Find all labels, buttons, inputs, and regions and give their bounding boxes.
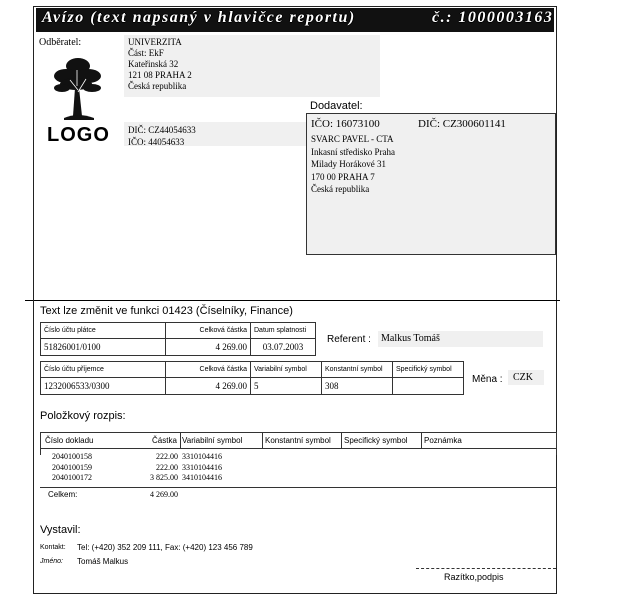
tree-logo-icon [52,52,104,122]
payee-amount: 4 269.00 [166,378,251,395]
item-variable-symbol: 3410104416 [182,473,222,482]
payer-table [40,322,316,356]
supplier-line: SVARC PAVEL - CTA [311,134,394,144]
currency-value: CZK [513,372,533,383]
col-sep [180,432,181,449]
referent-value: Malkus Tomáš [381,333,440,344]
fold-mark-left [25,300,33,301]
referent-label: Referent : [327,334,371,345]
name-value: Tomáš Malkus [77,557,129,566]
payee-header-specific: Specifický symbol [393,362,464,378]
report-header [36,8,554,32]
items-header-specific: Specifický symbol [344,436,408,445]
report-title: Avízo (text napsaný v hlavičce reportu) [42,9,356,26]
customer-ids [128,124,196,148]
items-header-amount: Částka [152,436,177,445]
payer-header-due: Datum splatnosti [251,323,316,339]
item-amount: 3 825.00 [150,473,178,482]
stamp-label: Razítko,podpis [444,572,504,582]
contact-label: Kontakt: [40,544,66,551]
items-header-variable: Variabilní symbol [182,436,243,445]
issued-label: Vystavil: [40,524,81,536]
items-title: Položkový rozpis: [40,410,126,422]
item-amount: 222.00 [156,462,178,472]
payer-account: 51826001/0100 [41,339,166,356]
items-rows-doc [52,452,92,484]
payee-account: 1232006533/0300 [41,378,166,395]
name-label: Jméno: [40,558,63,565]
payee-constant-symbol: 308 [322,378,393,395]
customer-line: Česká republika [128,81,187,91]
info-note: Text lze změnit ve funkci 01423 (Číselníky, Finance) [40,305,293,317]
customer-line: Část: EkF [128,48,164,58]
customer-address [128,37,192,92]
items-total-divider [40,487,557,488]
item-variable-symbol: 3310104416 [182,462,222,472]
payee-header-account: Číslo účtu příjemce [41,362,166,378]
items-header-constant: Konstantní symbol [265,436,331,445]
customer-ico: IČO: 44054633 [128,137,185,147]
customer-line: Kateřinská 32 [128,59,179,69]
supplier-ico: IČO: 16073100 [311,118,380,130]
item-doc-number: 2040100172 [52,473,92,482]
items-total-value: 4 269.00 [150,490,178,499]
customer-label: Odběratel: [39,37,82,48]
supplier-address [311,133,395,196]
col-sep [262,432,263,449]
payer-header-account: Číslo účtu plátce [41,323,166,339]
logo-text: LOGO [47,124,110,146]
supplier-line: Česká republika [311,184,370,194]
payer-amount: 4 269.00 [166,339,251,356]
payee-header-constant: Konstantní symbol [322,362,393,378]
item-doc-number: 2040100159 [52,462,92,472]
currency-label: Měna : [472,374,503,385]
payee-table [40,361,464,395]
items-total-label: Celkem: [48,490,78,499]
section-divider [34,300,558,301]
customer-dic: DIČ: CZ44054633 [128,125,196,135]
supplier-label: Dodavatel: [310,100,363,112]
payer-header-amount: Celková částka [166,323,251,339]
contact-value: Tel: (+420) 352 209 111, Fax: (+420) 123 456 789 [77,543,253,552]
item-amount: 222.00 [156,452,178,461]
payer-due-date: 03.07.2003 [251,339,316,356]
items-header-note: Poznámka [424,436,462,445]
item-variable-symbol: 3310104416 [182,452,222,461]
supplier-line: Milady Horákové 31 [311,159,386,169]
supplier-dic: DIČ: CZ300601141 [418,118,506,130]
customer-line: UNIVERZITA [128,37,182,47]
signature-line [416,568,556,569]
document-number: č.: 1000003163 [432,9,554,26]
col-sep [421,432,422,449]
items-rows-amount [118,452,178,484]
payee-specific-symbol [393,378,464,395]
col-sep [341,432,342,449]
supplier-line: Inkasní středisko Praha [311,146,395,157]
customer-line: 121 08 PRAHA 2 [128,70,192,80]
payee-header-amount: Celková částka [166,362,251,378]
payee-variable-symbol: 5 [251,378,322,395]
items-rows-variable [182,452,222,484]
item-doc-number: 2040100158 [52,452,92,461]
supplier-line: 170 00 PRAHA 7 [311,171,375,182]
items-header-doc: Číslo dokladu [45,436,94,445]
payee-header-variable: Variabilní symbol [251,362,322,378]
